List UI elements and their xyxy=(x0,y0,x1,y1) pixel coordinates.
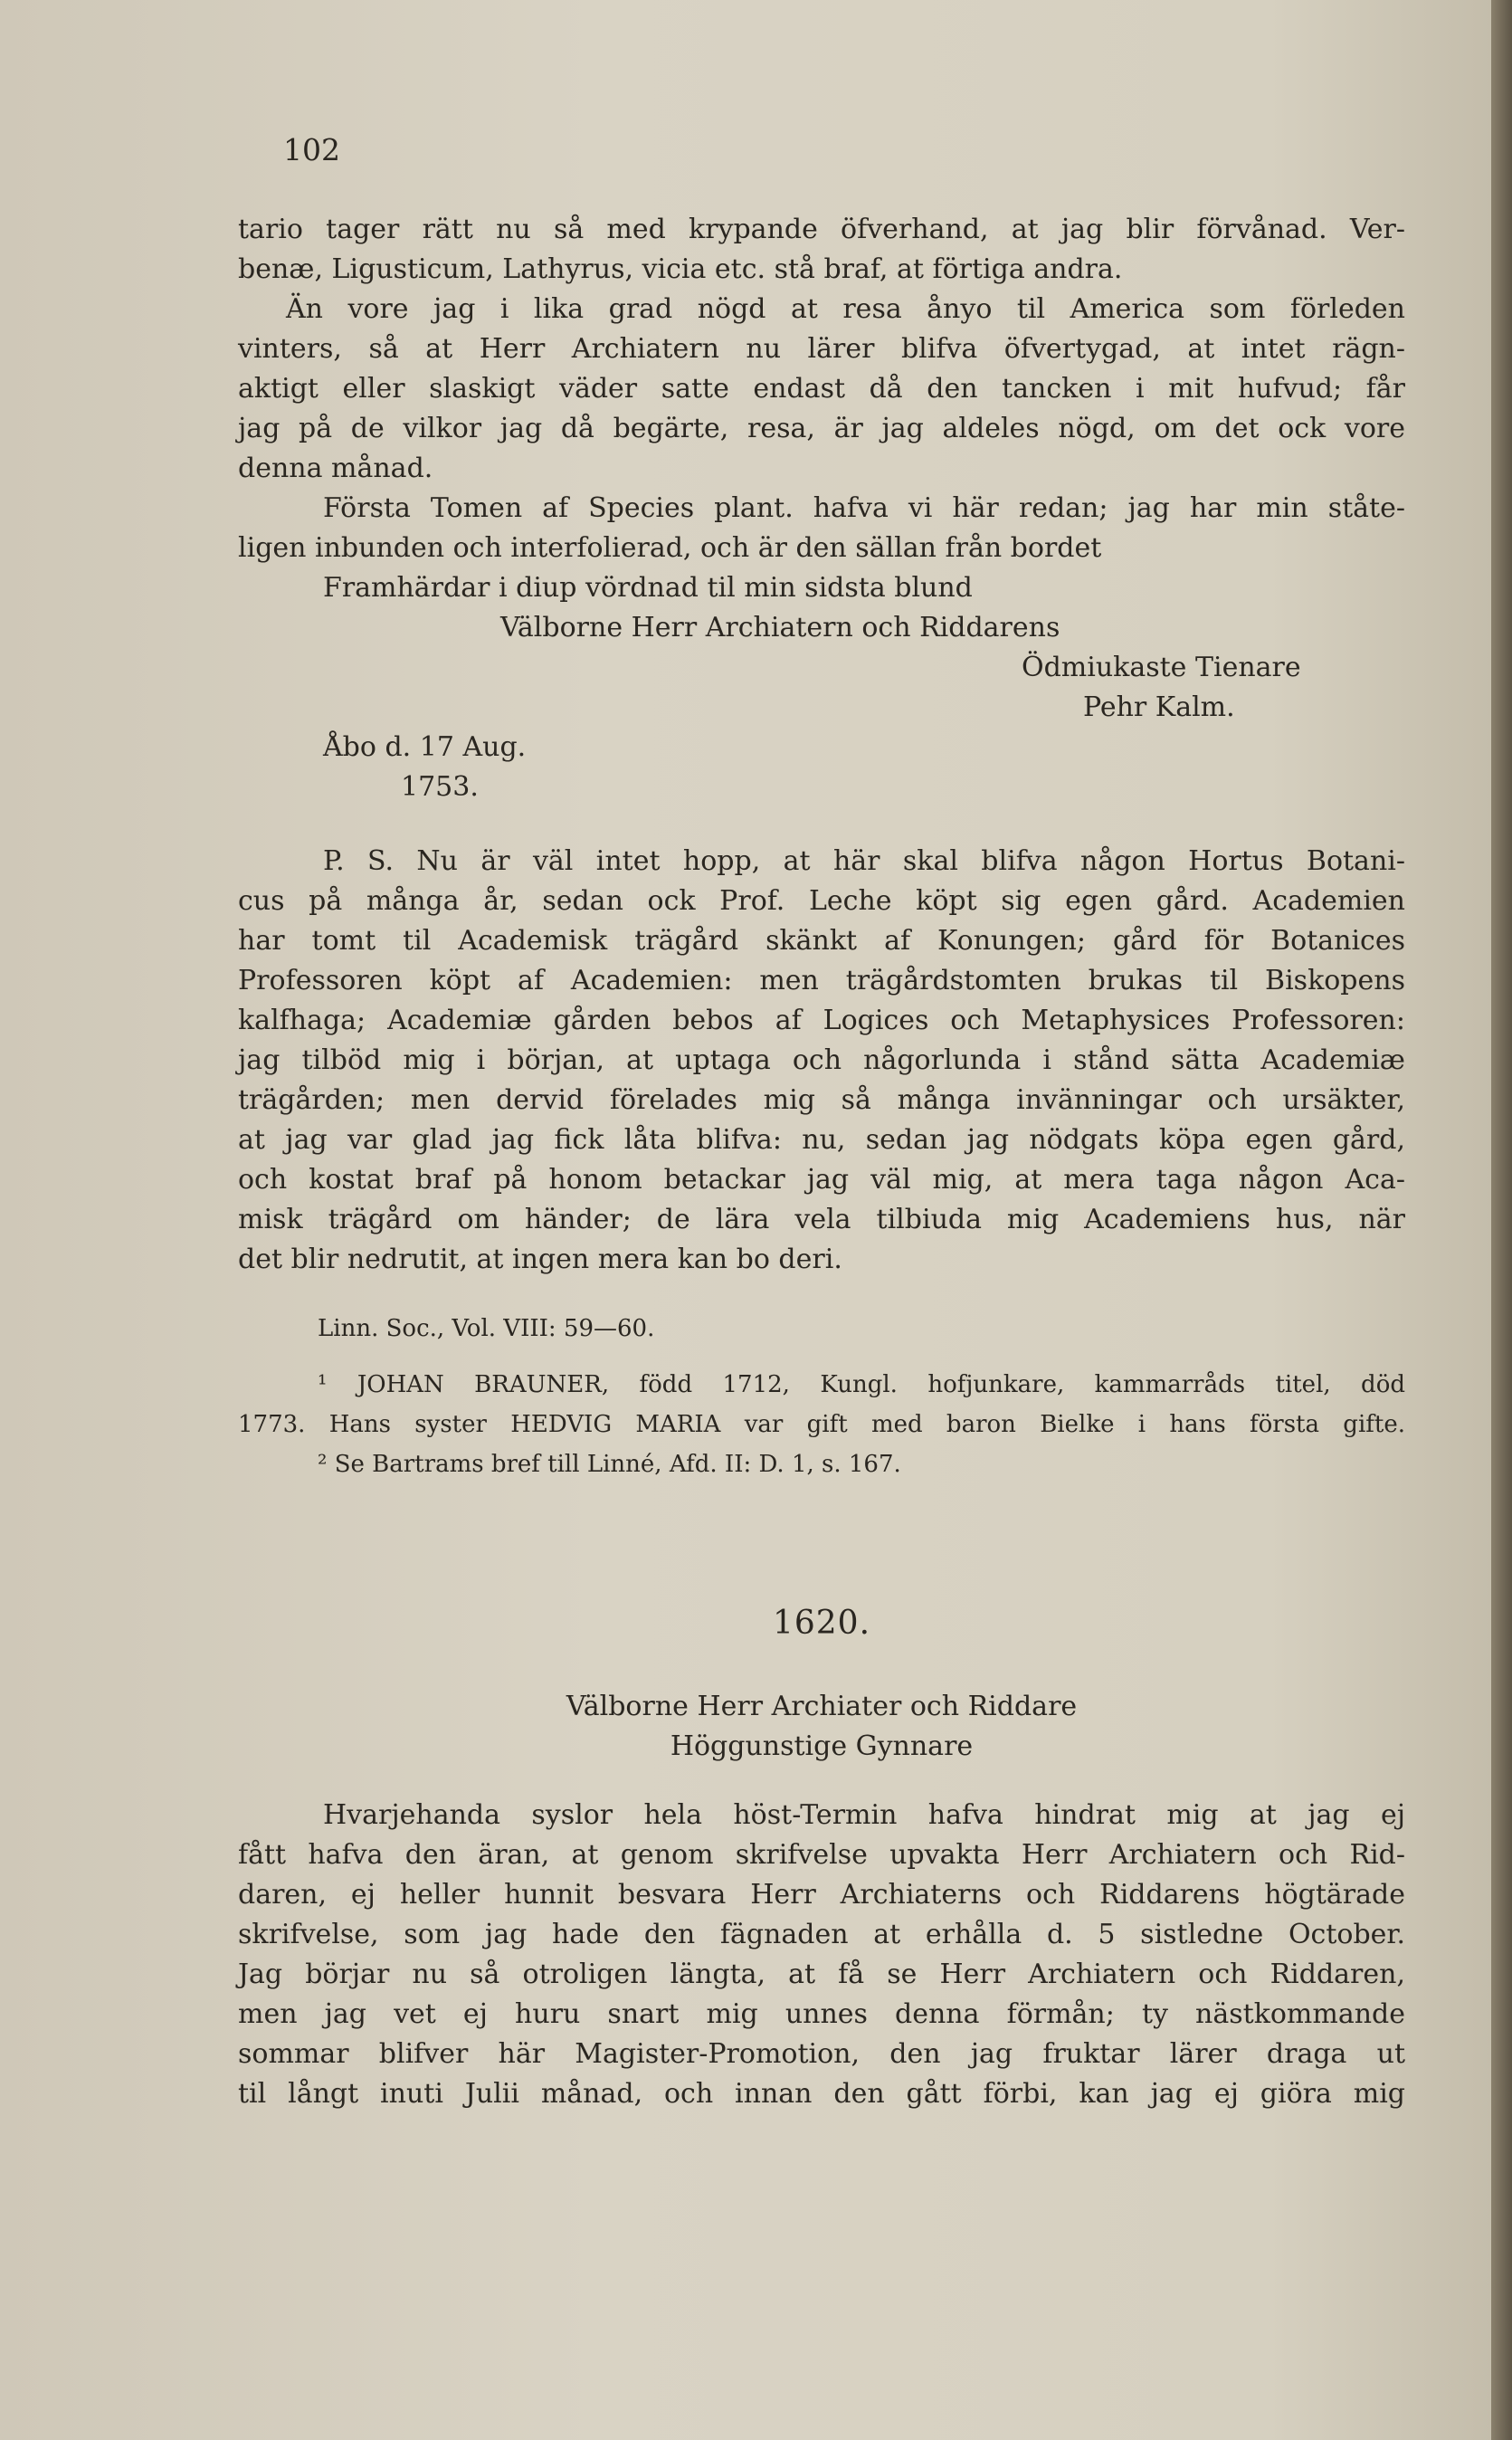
text-line: Än vore jag i lika grad nögd at resa ånyo til America som förleden xyxy=(286,293,1405,325)
page-edge xyxy=(1491,0,1512,2440)
ps-line: kalfhaga; Academiæ gården bebos af Logices och Metaphysices Professoren: xyxy=(238,1005,1405,1036)
text-line: benæ, Ligusticum, Lathyrus, vicia etc. stå braf, at förtiga andra. xyxy=(238,253,1123,285)
ps-line: misk trägård om händer; de lära vela tilbiuda mig Academiens hus, när xyxy=(238,1204,1405,1235)
text-line: vinters, så at Herr Archiatern nu lärer blifva öfvertygad, at intet rägn- xyxy=(238,333,1405,365)
footnote: ¹ JOHAN BRAUNER, född 1712, Kungl. hofjunkare, kammarråds titel, död xyxy=(318,1371,1405,1398)
letter-number: 1620. xyxy=(772,1605,871,1642)
ps-line: cus på många år, sedan ock Prof. Leche köpt sig egen gård. Academien xyxy=(238,885,1405,917)
page-number: 102 xyxy=(283,132,340,167)
body-line: Hvarjehanda syslor hela höst-Termin hafva hindrat mig at jag ej xyxy=(323,1799,1405,1831)
text-line: Första Tomen af Species plant. hafva vi här redan; jag har min ståte- xyxy=(323,492,1405,524)
ps-line: Professoren köpt af Academien: men trägårdstomten brukas til Biskopens xyxy=(238,965,1405,996)
ps-line: jag tilböd mig i början, at uptaga och någorlunda i stånd sätta Academiæ xyxy=(238,1044,1405,1076)
text-line: denna månad. xyxy=(238,453,433,484)
footnote: 1773. Hans syster HEDVIG MARIA var gift med baron Bielke i hans första gifte. xyxy=(238,1411,1405,1438)
source-reference: Linn. Soc., Vol. VIII: 59—60. xyxy=(318,1315,655,1342)
ps-line: at jag var glad jag fick låta blifva: nu, sedan jag nödgats köpa egen gård, xyxy=(238,1124,1405,1156)
salutation-line: Välborne Herr Archiater och Riddare xyxy=(566,1691,1078,1722)
body-line: daren, ej heller hunnit besvara Herr Archiaterns och Riddarens högtärade xyxy=(238,1879,1405,1911)
body-line: til långt inuti Julii månad, och innan den gått förbi, kan jag ej giöra mig xyxy=(238,2078,1405,2110)
closing-address: Välborne Herr Archiatern och Riddarens xyxy=(500,612,1060,643)
ps-line: det blir nedrutit, at ingen mera kan bo deri. xyxy=(238,1244,842,1275)
text-line: aktigt eller slaskigt väder satte endast då den tancken i mit hufvud; får xyxy=(238,373,1405,405)
text-line: ligen inbunden och interfolierad, och är den sällan från bordet xyxy=(238,532,1102,564)
body-line: men jag vet ej huru snart mig unnes denna förmån; ty nästkommande xyxy=(238,1998,1405,2030)
body-line: sommar blifver här Magister-Promotion, den jag fruktar lärer draga ut xyxy=(238,2038,1405,2070)
date-line: Åbo d. 17 Aug. xyxy=(323,731,527,763)
text-line: tario tager rätt nu så med krypande öfverhand, at jag blir förvånad. Ver- xyxy=(238,214,1405,245)
ps-line: och kostat braf på honom betackar jag väl mig, at mera taga någon Aca- xyxy=(238,1164,1405,1196)
year-line: 1753. xyxy=(401,771,479,803)
ps-line: trägården; men dervid förelades mig så många invänningar och ursäkter, xyxy=(238,1084,1405,1116)
body-line: fått hafva den äran, at genom skrifvelse upvakta Herr Archiatern och Rid- xyxy=(238,1839,1405,1871)
closing-line: Framhärdar i diup vördnad til min sidsta blund xyxy=(323,572,973,604)
body-line: skrifvelse, som jag hade den fägnaden at erhålla d. 5 sistledne October. xyxy=(238,1919,1405,1950)
ps-line: har tomt til Academisk trägård skänkt af Konungen; gård för Botanices xyxy=(238,925,1405,957)
body-line: Jag börjar nu så otroligen längta, at få se Herr Archiatern och Riddaren, xyxy=(238,1959,1405,1990)
closing-title: Ödmiukaste Tienare xyxy=(1022,652,1301,683)
ps-line: P. S. Nu är väl intet hopp, at här skal blifva någon Hortus Botani- xyxy=(323,845,1405,877)
signature: Pehr Kalm. xyxy=(1083,691,1235,723)
salutation-line: Höggunstige Gynnare xyxy=(670,1730,974,1762)
text-line: jag på de vilkor jag då begärte, resa, är jag aldeles nögd, om det ock vore xyxy=(238,413,1405,444)
footnote: ² Se Bartrams bref till Linné, Afd. II: D. 1, s. 167. xyxy=(318,1451,901,1478)
